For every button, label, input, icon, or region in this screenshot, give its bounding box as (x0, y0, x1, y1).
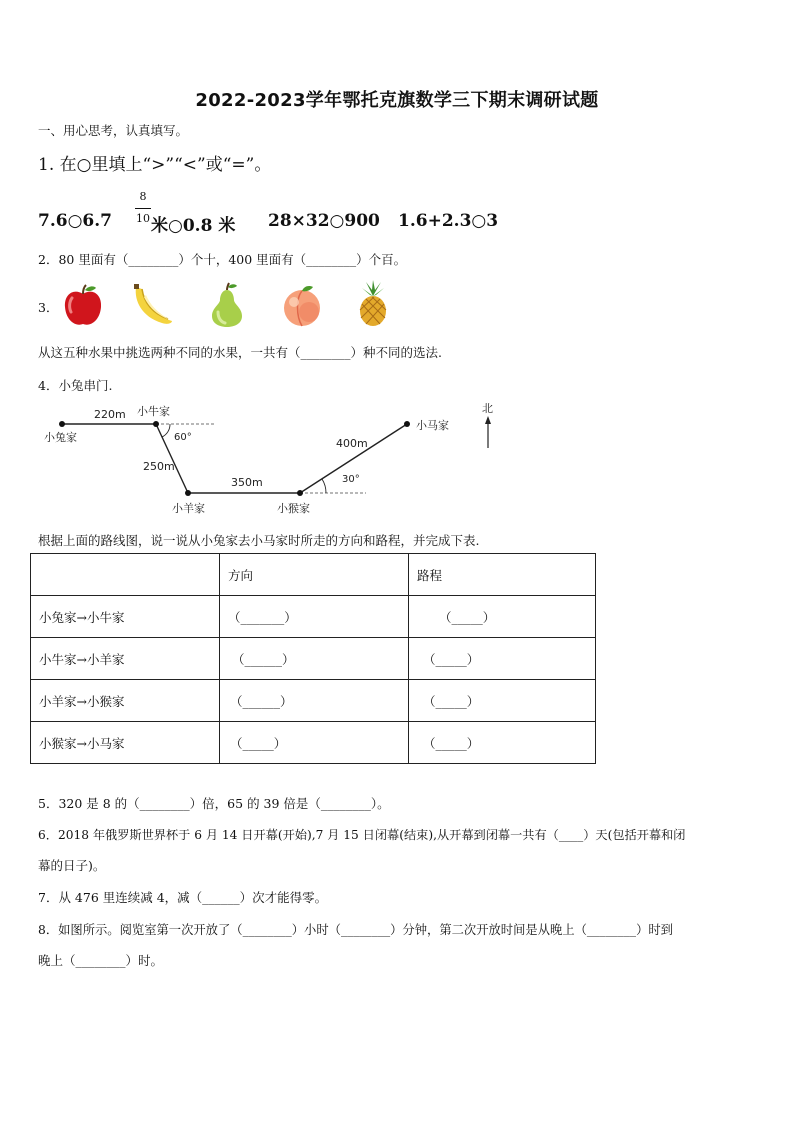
table-cell-route: 小兔家→小牛家 (31, 596, 220, 638)
peach-icon (279, 282, 325, 328)
table-header-cell (31, 554, 220, 596)
distance-220-label: 220m (94, 408, 126, 421)
map-point-monkey (297, 490, 303, 496)
q1-fraction-bar (135, 208, 151, 209)
table-cell-route: 小牛家→小羊家 (31, 638, 220, 680)
q1-prompt: 1. 在○里填上“>”“<”或“=”。 (38, 155, 272, 175)
table-header-distance: 路程 (409, 554, 596, 596)
q4-prompt: 4．小兔串门. (38, 378, 113, 393)
pineapple-icon (350, 280, 396, 326)
table-cell-direction-blank: （_______） (220, 596, 409, 638)
q1-expr-2: 米○0.8 米 (151, 216, 236, 236)
page-title: 2022-2023学年鄂托克旗数学三下期末调研试题 (195, 90, 599, 111)
q3-number: 3． (38, 300, 59, 315)
table-row (31, 638, 596, 680)
distance-250-label: 250m (143, 460, 175, 473)
q3-text: 从这五种水果中挑选两种不同的水果，一共有（________）种不同的选法. (38, 345, 442, 360)
q1-frac-numerator: 8 (139, 190, 147, 203)
pear-icon (204, 282, 250, 328)
q8-text-line1: 8．如图所示。阅览室第一次开放了（________）小时（________）分钟，第二次开放时间是从晚上（________）时到 (38, 923, 673, 937)
table-cell-distance-blank: （_____） (409, 680, 596, 722)
table-header-direction: 方向 (220, 554, 409, 596)
angle-60-label: 60° (174, 432, 192, 443)
section-heading: 一、用心思考，认真填写。 (38, 123, 189, 138)
q1-expr-3: 28×32○900 (268, 211, 380, 231)
angle-arc-30 (322, 479, 326, 493)
table-cell-direction-blank: （______） (220, 638, 409, 680)
q7-text: 7．从 476 里连续减 4，减（______）次才能得零。 (38, 890, 328, 905)
map-point-horse (404, 421, 410, 427)
table-header-row (31, 554, 596, 596)
table-cell-distance-blank: （_____） (409, 638, 596, 680)
place-cow-label: 小牛家 (137, 405, 170, 418)
map-point-sheep (185, 490, 191, 496)
table-cell-route: 小猴家→小马家 (31, 722, 220, 764)
north-label: 北 (482, 402, 493, 415)
route-table (30, 553, 596, 764)
distance-350-label: 350m (231, 476, 263, 489)
table-row (31, 680, 596, 722)
angle-arc-60 (162, 424, 170, 437)
table-cell-distance-blank: （_____） (409, 596, 596, 638)
table-cell-direction-blank: （______） (220, 680, 409, 722)
q4-instruction: 根据上面的路线图，说一说从小兔家去小马家时所走的方向和路程，并完成下表. (38, 533, 480, 548)
q5-text: 5．320 是 8 的（________）倍，65 的 39 倍是（________）。 (38, 796, 390, 811)
place-monkey-label: 小猴家 (277, 502, 310, 515)
north-arrow-head (485, 416, 491, 424)
distance-400-label: 400m (336, 437, 368, 450)
q2-text: 2．80 里面有（________）个十，400 里面有（________）个百。 (38, 252, 407, 267)
apple-icon (60, 282, 106, 328)
map-point-cow (153, 421, 159, 427)
q8-text-line2: 晚上（________）时。 (38, 953, 164, 968)
place-rabbit-label: 小兔家 (44, 431, 77, 444)
table-row (31, 722, 596, 764)
q6-text-line1: 6．2018 年俄罗斯世界杯于 6 月 14 日开幕(开始),7 月 15 日闭幕(结束),从开幕到闭幕一共有（____）天(包括开幕和闭 (38, 828, 686, 842)
table-cell-route: 小羊家→小猴家 (31, 680, 220, 722)
table-row (31, 596, 596, 638)
angle-30-label: 30° (342, 474, 360, 485)
place-horse-label: 小马家 (416, 419, 449, 432)
map-point-rabbit (59, 421, 65, 427)
table-cell-distance-blank: （_____） (409, 722, 596, 764)
banana-icon (128, 283, 174, 329)
q1-expr-1: 7.6○6.7 (38, 211, 112, 231)
q6-text-line2: 幕的日子)。 (38, 858, 106, 873)
q1-frac-denominator: 10 (136, 212, 150, 225)
place-sheep-label: 小羊家 (172, 502, 205, 515)
table-cell-direction-blank: （_____） (220, 722, 409, 764)
q1-expr-4: 1.6+2.3○3 (398, 211, 499, 231)
route-map (36, 398, 506, 520)
